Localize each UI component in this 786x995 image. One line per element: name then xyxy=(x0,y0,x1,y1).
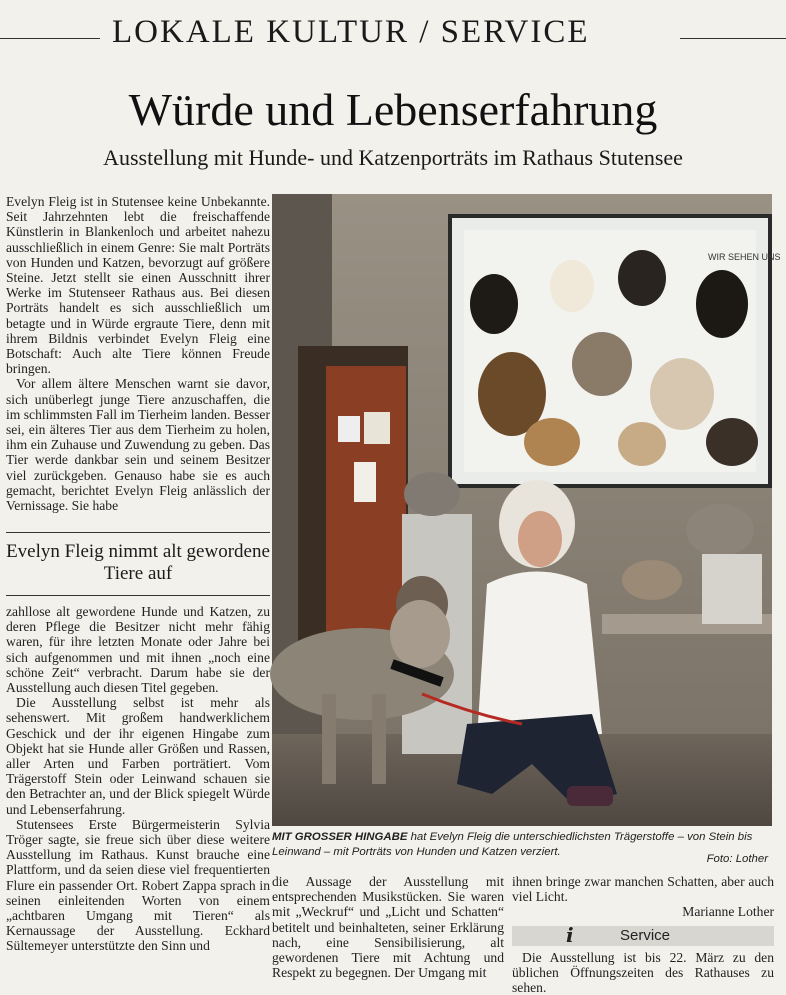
service-text: Die Ausstellung ist bis 22. März zu den üblichen Öffnungszeiten des Rathauses zu sehen. xyxy=(512,949,774,995)
article-headline: Würde und Lebenserfahrung xyxy=(128,84,658,135)
article-column-2 xyxy=(272,874,504,989)
caption-lead: MIT GROSSER HINGABE xyxy=(272,831,408,843)
service-label: Service xyxy=(620,926,671,944)
paragraph: die Aussage der Ausstellung mit entsprechenden Musikstücken. Sie waren mit „Weckruf“ und „Licht und Schatten“ betitelt und beinhalteten, seiner Erklärung nach, eine Sensibilisierung, alt gewordenen Tiere mit Achtung und Respekt zu begegnen. Der Umgang mit xyxy=(272,874,504,981)
section-rule-left xyxy=(0,38,100,39)
photo-credit: Foto: Lother xyxy=(706,853,768,865)
article-subhead: Ausstellung mit Hunde- und Katzenporträts im Rathaus Stutensee xyxy=(103,145,683,170)
paragraph: Vor allem ältere Menschen warnt sie davor, sich unüberlegt junge Tiere anzuschaffen, die im schlimmsten Fall im Tierheim landen. Besser sei, ein älteres Tier aus dem Tierheim zu holen, ihm ein Zuhause und Zuwendung zu geben. Das Tier werde dankbar sein und seinem Besitzer viel zurückgeben. Genauso habe sie es auch gemacht, berichtet Evelyn Fleig anlässlich der Vernissage. Sie habe xyxy=(6,376,270,514)
paragraph: Die Ausstellung selbst ist mehr als sehenswert. Mit großem handwerklichem Geschick und der ihr eigenen Hingabe zum Objekt hat sie Hunde aller Größen und Rassen, aller Arten und Farben porträtiert. Vom Trägerstoff Stein oder Leinwand schauen sie den Betrachter an, und der Blick spiegelt Würde und Lebenserfahrung. xyxy=(6,695,270,817)
service-box-header xyxy=(512,922,774,947)
article-photo xyxy=(272,194,781,826)
photo-illustration xyxy=(272,194,781,826)
paragraph: Evelyn Fleig ist in Stutensee keine Unbekannte. Seit Jahrzehnten lebt die freischaffende Künstlerin in Blankenloch und arbeitet nahezu ausschließlich in einem Genre: Sie malt Porträts von Hunden und Katzen, bevorzugt auf größere Steine. Jetzt stellt sie einen Ausschnitt ihrer Werke im Stutenseer Rathaus aus. Bei diesen Porträts handelt es sich ausschließlich um betagte und in Würde ergraute Tiere, denn mit ihrem Bildnis verbindet Evelyn Fleig eine Botschaft: Auch alte Tiere können Freude bringen. xyxy=(6,194,270,377)
section-rule-right xyxy=(680,38,786,39)
article-column-1-continued xyxy=(6,604,270,984)
info-icon: i xyxy=(566,922,574,947)
author-byline: Marianne Lother xyxy=(682,904,774,920)
paragraph: ihnen bringe zwar manchen Schatten, aber auch viel Licht. xyxy=(512,874,774,905)
caption-text: hat Evelyn Fleig die unterschiedlichsten Trägerstoffe – von Stein bis Leinwand – mit Porträts von Hunden und Katzen verziert. xyxy=(272,831,753,858)
paragraph: zahllose alt gewordene Hunde und Katzen, zu deren Pflege die Besitzer nicht mehr fähig waren, für ihre letzten Monate oder Jahre bei sich aufgenommen und mit ihnen „noch eine schöne Zeit“ verbracht. Darum habe sie der Ausstellung auch diesen Titel gegeben. xyxy=(6,604,270,696)
wall-sign-text: WIR SEHEN UNS xyxy=(708,252,781,262)
article-column-1 xyxy=(6,194,270,524)
section-header xyxy=(0,14,786,54)
section-label: LOKALE KULTUR / SERVICE xyxy=(112,14,590,50)
photo-caption xyxy=(272,830,772,870)
painting xyxy=(450,216,781,486)
pull-quote: Evelyn Fleig nimmt alt gewordene Tiere auf xyxy=(6,532,270,596)
paragraph: Stutensees Erste Bürgermeisterin Sylvia Tröger sagte, sie freue sich über diese weitere Ausstellung im Rathaus. Kunst brauche eine Plattform, und da seien diese viel frequentierten Flure ein passender Ort. Robert Zappa sprach in seinen einleitenden Worten von einem „achtbaren Umgang mit Tieren“ als Kernaussage der Ausstellung. Eckhard Sültemeyer unterstützte den Sinn und xyxy=(6,816,270,954)
article-column-3 xyxy=(512,874,774,995)
